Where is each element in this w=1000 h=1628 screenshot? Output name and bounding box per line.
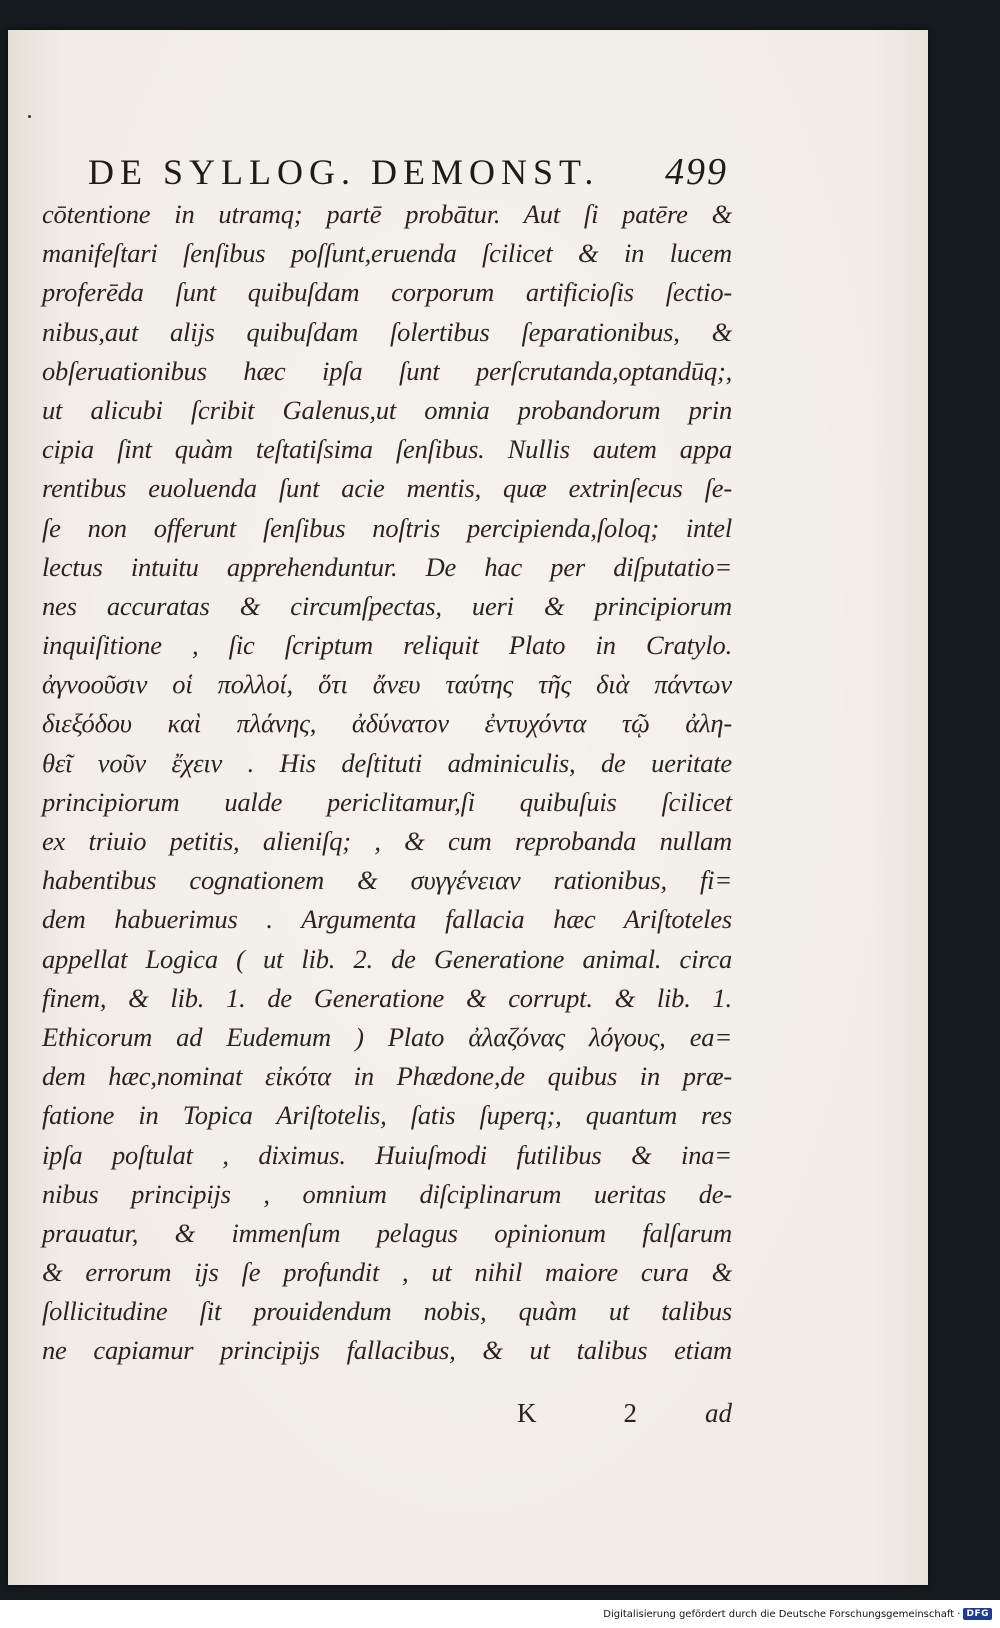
signature-number: 2 <box>623 1398 637 1428</box>
text-line: prauatur, & immenſum pelagus opinionum falſarum <box>42 1217 732 1248</box>
text-line: θεῖ νοῦν ἔχειν . His deſtituti adminiculis, de ueritate <box>42 747 732 778</box>
text-line: appellat Logica ( ut lib. 2. de Generatione animal. circa <box>42 943 732 974</box>
signature-letter: K <box>517 1398 537 1428</box>
text-line: nibus,aut alijs quibuſdam ſolertibus ſeparationibus, & <box>42 316 732 347</box>
credit-text: Digitalisierung gefördert durch die Deutsche Forschungsgemeinschaft · <box>603 1608 961 1620</box>
text-line: inquiſitione , ſic ſcriptum reliquit Plato in Cratylo. <box>42 630 732 661</box>
text-line: ἀγνοοῦσιν οἱ πολλοί, ὅτι ἄνευ ταύτης τῆς διὰ πάντων <box>42 669 732 700</box>
text-line: lectus intuitu apprehenduntur. De hac per diſputatio= <box>42 551 732 582</box>
running-head <box>88 150 728 200</box>
text-line: ne capiamur principijs fallacibus, & ut talibus etiam <box>42 1335 732 1366</box>
text-line: nes accuratas & circumſpectas, ueri & principiorum <box>42 590 732 621</box>
text-line: & errorum ijs ſe profundit , ut nihil maiore cura & <box>42 1257 732 1288</box>
page-number: 499 <box>665 151 728 193</box>
text-line: finem, & lib. 1. de Generatione & corrupt. & lib. 1. <box>42 982 732 1013</box>
text-line: ſollicitudine ſit prouidendum nobis, quàm ut talibus <box>42 1296 732 1327</box>
text-line: habentibus cognationem & συγγένειαν rationibus, fi= <box>42 865 732 896</box>
text-line: ipſa poſtulat , diximus. Huiuſmodi futilibus & ina= <box>42 1139 732 1170</box>
text-line: ex triuio petitis, alieniſq; , & cum reprobanda nullam <box>42 826 732 856</box>
text-line: ut alicubi ſcribit Galenus,ut omnia probandorum prin <box>42 394 732 425</box>
text-line: nibus principijs , omnium diſciplinarum ueritas de- <box>42 1178 732 1209</box>
text-line: dem habuerimus . Argumenta fallacia hæc Ariſtoteles <box>42 904 732 935</box>
text-line: ſe non offerunt ſenſibus noſtris percipienda,ſoloq; intel <box>42 512 732 543</box>
text-line: principiorum ualde periclitamur,ſi quibuſuis ſcilicet <box>42 786 732 817</box>
funding-credit <box>603 1608 992 1620</box>
text-line: διεξόδου καὶ πλάνης, ἀδύνατον ἐντυχόντα τῷ ἀλη- <box>42 708 732 739</box>
ink-speck <box>28 115 31 118</box>
dfg-logo: DFG <box>963 1608 992 1620</box>
text-line: manifeſtari ſenſibus poſſunt,eruenda ſcilicet & in lucem <box>42 238 732 269</box>
text-line: rentibus euoluenda ſunt acie mentis, quæ extrinſecus ſe- <box>42 473 732 504</box>
text-line: cipia ſint quàm teſtatiſsima ſenſibus. Nullis autem appa <box>42 434 732 465</box>
signature-mark <box>517 1398 637 1429</box>
text-line: cōtentione in utramq; partē probātur. Aut ſi patēre & <box>42 199 732 229</box>
body-text <box>42 195 732 1371</box>
running-title: DE SYLLOG. DEMONST. <box>88 152 600 192</box>
text-line: obſeruationibus hæc ipſa ſunt perſcrutanda,optandūq;, <box>42 355 732 386</box>
text-line: dem hæc,nominat εἰκότα in Phædone,de quibus in præ- <box>42 1061 732 1092</box>
text-line: fatione in Topica Ariſtotelis, ſatis ſuperq;, quantum res <box>42 1100 732 1131</box>
text-line: proferēda ſunt quibuſdam corporum artificioſis ſectio- <box>42 277 732 308</box>
catchword: ad <box>705 1398 732 1428</box>
text-line: Ethicorum ad Eudemum ) Plato ἀλαζόνας λόγους, ea= <box>42 1021 732 1052</box>
catchline <box>42 1398 732 1438</box>
